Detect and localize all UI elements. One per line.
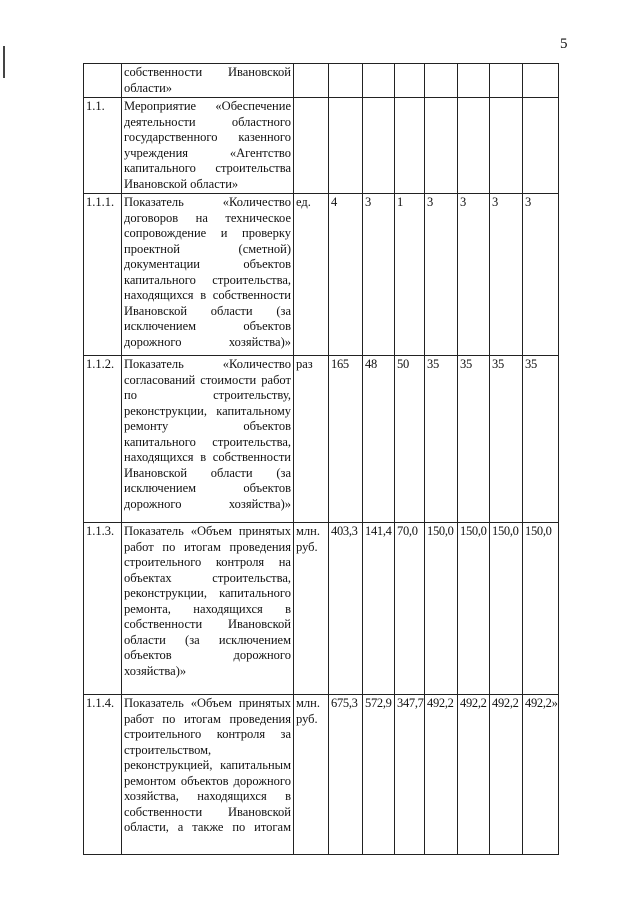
row-value-3 (395, 64, 425, 98)
row-value-1 (329, 64, 363, 98)
table-row (84, 64, 559, 98)
row-number: 1.1. (84, 98, 122, 194)
row-description: собственности Ивановской области» (122, 64, 294, 98)
row-value-7 (523, 64, 559, 98)
row-value-7: 150,0 (523, 523, 559, 695)
row-value-6 (490, 64, 523, 98)
row-value-5: 35 (458, 356, 490, 523)
row-unit (294, 64, 329, 98)
row-value-7: 35 (523, 356, 559, 523)
row-number (84, 64, 122, 98)
row-value-1: 4 (329, 194, 363, 356)
table-row (84, 98, 559, 194)
row-value-7: 3 (523, 194, 559, 356)
row-unit: ед. (294, 194, 329, 356)
table-row (84, 523, 559, 695)
row-value-5: 492,2 (458, 695, 490, 855)
row-description: Показатель «Объем принятых работ по итогам проведения строительного контроля за строительством, реконструкцией, капитальным ремонтом объектов дорожного хозяйства, находящихся в собственности Ивановской области, а также по итогам (122, 695, 294, 855)
row-value-2: 3 (363, 194, 395, 356)
table-row (84, 356, 559, 523)
page-number: 5 (560, 36, 568, 52)
row-number: 1.1.3. (84, 523, 122, 695)
indicators-table (83, 63, 559, 855)
table-row (84, 194, 559, 356)
row-value-2 (363, 98, 395, 194)
row-unit: млн. руб. (294, 695, 329, 855)
row-value-4: 492,2 (425, 695, 458, 855)
row-description: Мероприятие «Обеспечение деятельности областного государственного казенного учреждения «Агентство капитального строительства Ивановской области» (122, 98, 294, 194)
row-value-6: 492,2 (490, 695, 523, 855)
row-unit: раз (294, 356, 329, 523)
scan-edge-mark (3, 46, 5, 78)
row-number: 1.1.1. (84, 194, 122, 356)
row-value-5 (458, 64, 490, 98)
row-value-6: 35 (490, 356, 523, 523)
row-description: Показатель «Количество договоров на техническое сопровождение и проверку проектной (сметной) документации объектов капитального строительства, находящихся в собственности Ивановской области (за исключением объектов дорожного хозяйства)» (122, 194, 294, 356)
row-value-3 (395, 98, 425, 194)
row-unit: млн. руб. (294, 523, 329, 695)
row-description: Показатель «Объем принятых работ по итогам проведения строительного контроля на объектах строительства, реконструкции, капитального ремонта, находящихся в собственности Ивановской области (за исключением объектов дорожного хозяйства)» (122, 523, 294, 695)
row-value-3: 347,7 (395, 695, 425, 855)
row-value-1: 403,3 (329, 523, 363, 695)
row-value-4: 35 (425, 356, 458, 523)
row-value-2 (363, 64, 395, 98)
row-value-4: 150,0 (425, 523, 458, 695)
row-value-2: 141,4 (363, 523, 395, 695)
row-value-1: 165 (329, 356, 363, 523)
row-value-3: 70,0 (395, 523, 425, 695)
row-value-4: 3 (425, 194, 458, 356)
row-value-5: 150,0 (458, 523, 490, 695)
row-value-6: 3 (490, 194, 523, 356)
row-value-1 (329, 98, 363, 194)
row-value-3: 1 (395, 194, 425, 356)
row-value-4 (425, 98, 458, 194)
table-body (84, 64, 559, 855)
row-value-5: 3 (458, 194, 490, 356)
row-value-1: 675,3 (329, 695, 363, 855)
row-value-2: 48 (363, 356, 395, 523)
row-value-3: 50 (395, 356, 425, 523)
row-number: 1.1.2. (84, 356, 122, 523)
row-value-7 (523, 98, 559, 194)
row-number: 1.1.4. (84, 695, 122, 855)
row-value-7: 492,2» (523, 695, 559, 855)
row-value-6 (490, 98, 523, 194)
row-value-6: 150,0 (490, 523, 523, 695)
table-row (84, 695, 559, 855)
row-value-2: 572,9 (363, 695, 395, 855)
row-value-5 (458, 98, 490, 194)
row-unit (294, 98, 329, 194)
row-value-4 (425, 64, 458, 98)
row-description: Показатель «Количество согласований стоимости работ по строительству, реконструкции, капитальному ремонту объектов капитального строительства, находящихся в собственности Ивановской области (за исключением объектов дорожного хозяйства)» (122, 356, 294, 523)
